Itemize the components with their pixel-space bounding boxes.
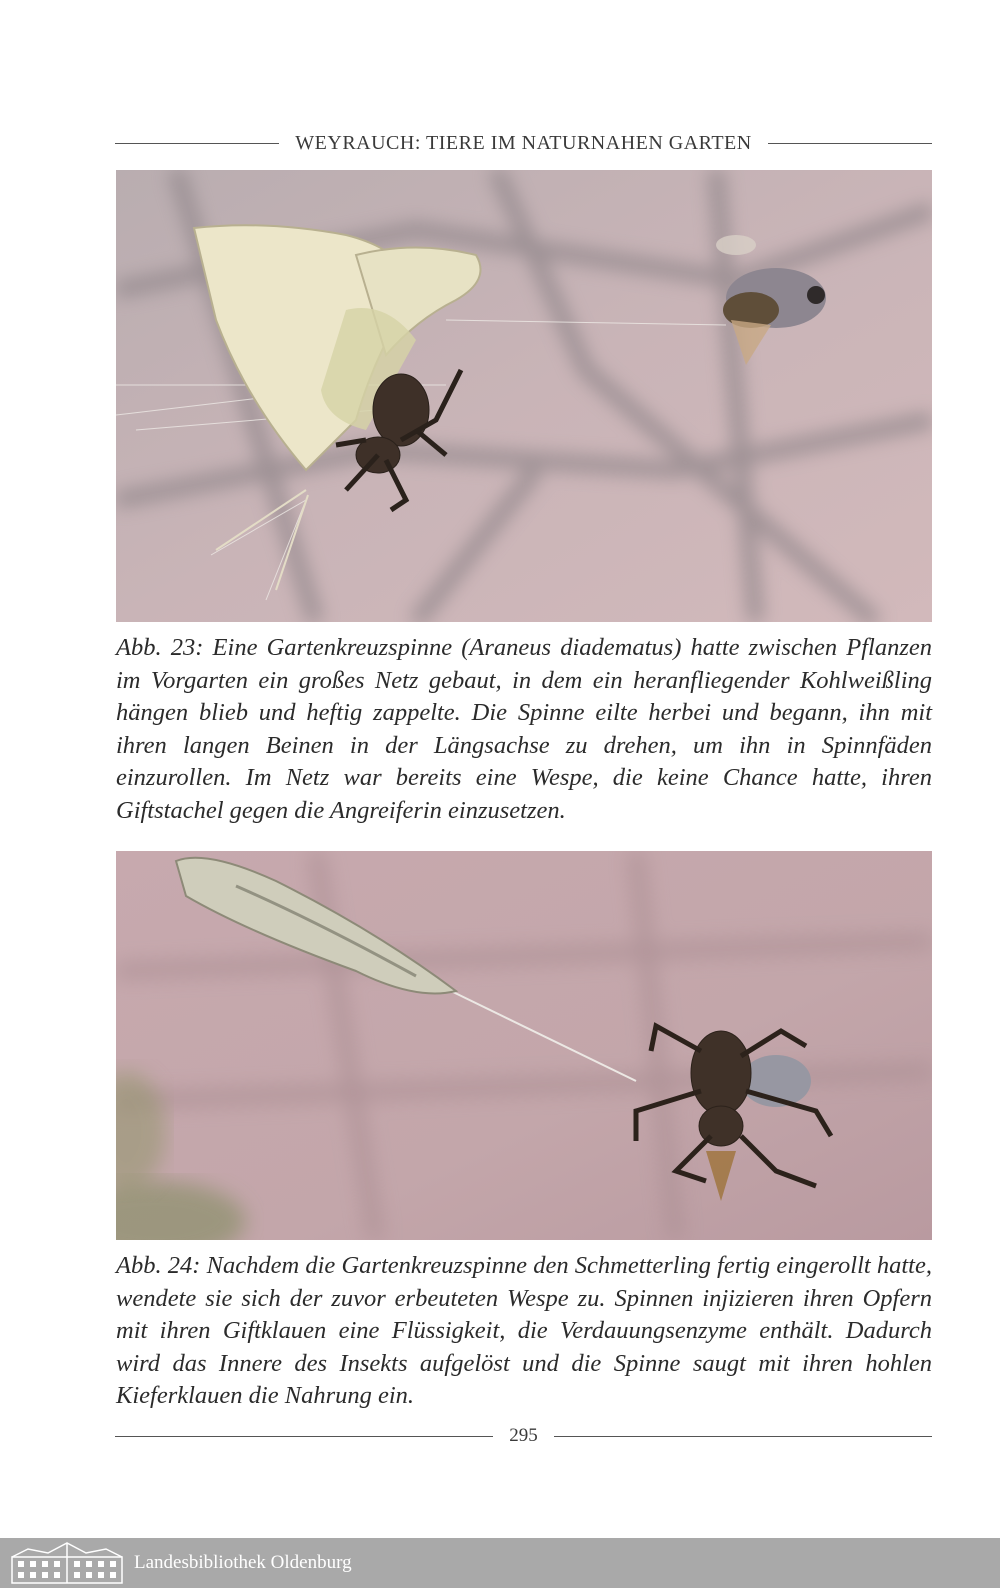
library-building-icon xyxy=(8,1541,126,1585)
figure-23-caption: Abb. 23: Eine Gartenkreuzspinne (Araneus diadematus) hatte zwischen Pflanzen im Vorgarten ein großes Netz gebaut, in dem ein heranfliegender Kohlweißling hängen blieb und heftig zappelte. Die Spinne eilte herbei und begann, ihn mit ihren langen Beinen in der Längsachse zu drehen, um ihn in Spinnfäden einzurollen. Im Netz war bereits eine Wespe, die keine Chance hatte, ihren Giftstachel gegen die Angreiferin einzusetzen. xyxy=(116,634,932,824)
figure-24-photo xyxy=(116,851,932,1240)
library-name[interactable]: Landesbibliothek Oldenburg xyxy=(134,1552,352,1573)
figure-24-caption: Abb. 24: Nachdem die Gartenkreuzspinne den Schmetterling fertig eingerollt hatte, wendete sie sich der zuvor erbeuteten Wespe zu. Spinnen injizieren ihren Opfern mit ihren Giftklauen eine Flüssigkeit, die Verdauungsenzyme enthält. Dadurch wird das Innere des Insekts aufgelöst und die Spinne saugt mit ihren hohlen Kieferklauen die Nahrung ein. xyxy=(116,1252,932,1409)
folio-rule-right xyxy=(554,1436,932,1437)
spider-wasp-photo-illustration xyxy=(116,851,932,1240)
spider-butterfly-photo-illustration xyxy=(116,170,932,622)
running-header xyxy=(115,128,932,158)
figure-23-photo xyxy=(116,170,932,622)
page-number-line xyxy=(115,1423,932,1449)
header-rule-right xyxy=(768,143,932,144)
folio-rule-left xyxy=(115,1436,493,1437)
page-number: 295 xyxy=(509,1425,538,1446)
running-title: WEYRAUCH: TIERE IM NATURNAHEN GARTEN xyxy=(295,131,752,154)
header-rule-left xyxy=(115,143,279,144)
library-footer-bar xyxy=(0,1538,1000,1588)
